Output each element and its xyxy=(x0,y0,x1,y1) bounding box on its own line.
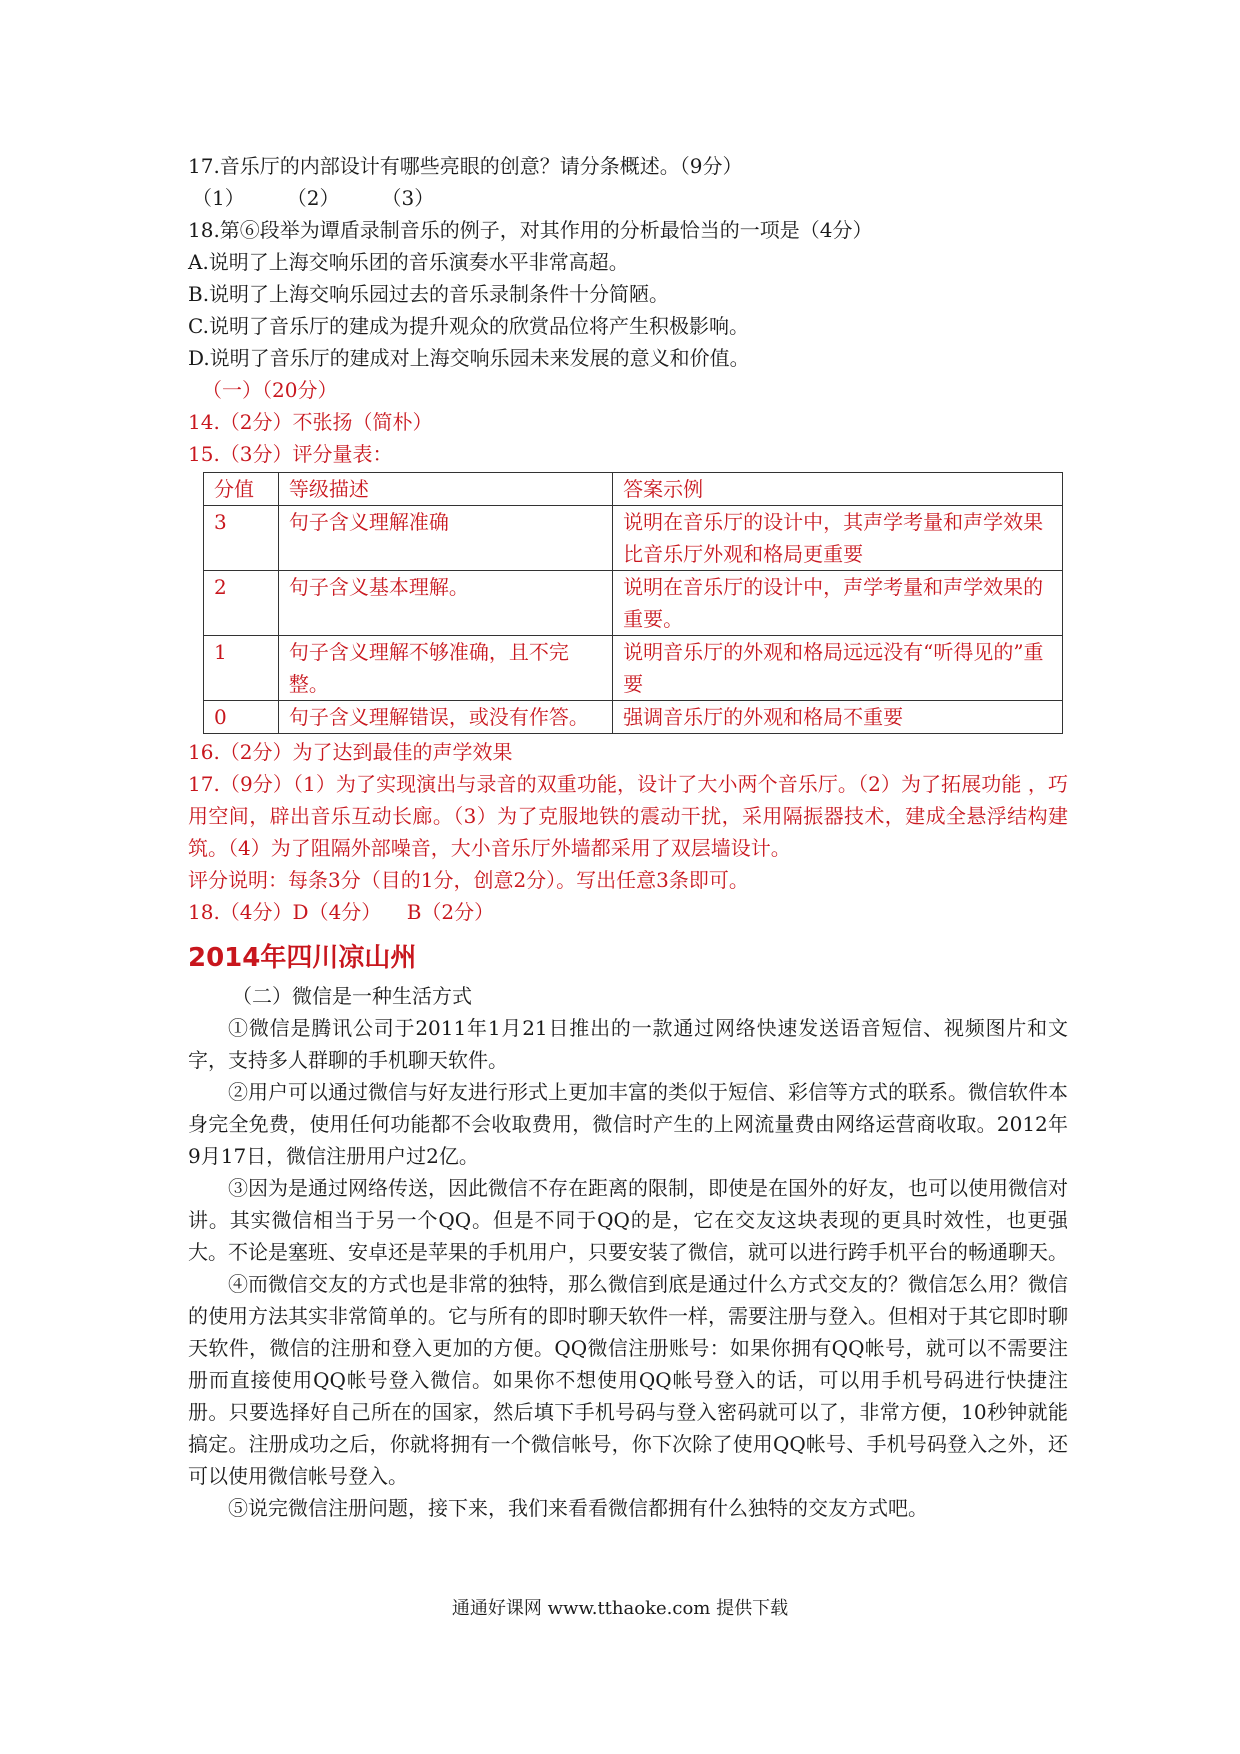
score-cell: 0 xyxy=(204,701,279,734)
slot-2: （2） xyxy=(286,186,340,210)
slot-3: （3） xyxy=(381,186,435,210)
passage-subtitle: （二）微信是一种生活方式 xyxy=(232,984,472,1008)
example-cell: 说明在音乐厅的设计中，声学考量和声学效果的重要。 xyxy=(613,571,1063,636)
question-17-slots xyxy=(188,182,1068,214)
table-row xyxy=(204,701,1063,734)
answer-section-heading: （一）（20分） xyxy=(202,378,338,402)
passage-paragraph-5: ⑤说完微信注册问题，接下来，我们来看看微信都拥有什么独特的交友方式吧。 xyxy=(228,1496,928,1520)
passage-paragraph-3: ③因为是通过网络传送，因此微信不存在距离的限制，即使是在国外的好友，也可以使用微信对讲。其实微信相当于另一个QQ。但是不同于QQ的是，它在交友这块表现的更具时效性，也更强大。不论是塞班、安卓还是苹果的手机用户，只要安装了微信，就可以进行跨手机平台的畅通聊天。 xyxy=(188,1176,1068,1264)
passage-paragraph-2: ②用户可以通过微信与好友进行形式上更加丰富的类似于短信、彩信等方式的联系。微信软件本身完全免费，使用任何功能都不会收取费用，微信时产生的上网流量费由网络运营商收取。2012年9月17日，微信注册用户过2亿。 xyxy=(188,1080,1068,1168)
level-cell: 句子含义理解不够准确，且不完整。 xyxy=(278,636,612,701)
level-cell: 句子含义理解准确 xyxy=(278,506,612,571)
passage-paragraph-1: ①微信是腾讯公司于2011年1月21日推出的一款通过网络快速发送语音短信、视频图片和文字，支持多人群聊的手机聊天软件。 xyxy=(188,1016,1068,1072)
passage-paragraph-4: ④而微信交友的方式也是非常的独特，那么微信到底是通过什么方式交友的？微信怎么用？微信的使用方法其实非常简单的。它与所有的即时聊天软件一样，需要注册与登入。但相对于其它即时聊天软件，微信的注册和登入更加的方便。QQ微信注册账号：如果你拥有QQ帐号，就可以不需要注册而直接使用QQ帐号登入微信。如果你不想使用QQ帐号登入的话，可以用手机号码进行快捷注册。只要选择好自己所在的国家，然后填下手机号码与登入密码就可以了，非常方便，10秒钟就能搞定。注册成功之后，你就将拥有一个微信帐号，你下次除了使用QQ帐号、手机号码登入之外，还可以使用微信帐号登入。 xyxy=(188,1272,1068,1488)
score-cell: 3 xyxy=(204,506,279,571)
header-cell: 等级描述 xyxy=(278,473,612,506)
answer-17: 17.（9分）（1）为了实现演出与录音的双重功能，设计了大小两个音乐厅。（2）为了拓展功能 ，巧用空间，辟出音乐互动长廊。（3）为了克服地铁的震动干扰，采用隔振器技术，建成全悬浮结构建筑。（4）为了阻隔外部噪音，大小音乐厅外墙都采用了双层墙设计。 xyxy=(188,772,1068,860)
level-cell: 句子含义理解错误，或没有作答。 xyxy=(278,701,612,734)
question-18: 18.第⑥段举为谭盾录制音乐的例子，对其作用的分析最恰当的一项是（4分） xyxy=(188,218,873,242)
table-row xyxy=(204,506,1063,571)
page-footer: 通通好课网 www.tthaoke.com 提供下载 xyxy=(451,1598,789,1619)
score-cell: 2 xyxy=(204,571,279,636)
example-cell: 说明音乐厅的外观和格局远远没有“听得见的”重要 xyxy=(613,636,1063,701)
header-cell: 答案示例 xyxy=(613,473,1063,506)
option-d: D.说明了音乐厅的建成对上海交响乐园未来发展的意义和价值。 xyxy=(188,346,750,370)
option-a: A.说明了上海交响乐团的音乐演奏水平非常高超。 xyxy=(188,250,629,274)
scoring-table xyxy=(203,472,1063,734)
table-header-row xyxy=(204,473,1063,506)
score-cell: 1 xyxy=(204,636,279,701)
header-cell: 分值 xyxy=(204,473,279,506)
level-cell: 句子含义基本理解。 xyxy=(278,571,612,636)
table-row xyxy=(204,636,1063,701)
answer-14: 14.（2分）不张扬（简朴） xyxy=(188,410,433,434)
option-b: B.说明了上海交响乐园过去的音乐录制条件十分简陋。 xyxy=(188,282,670,306)
slot-1: （1） xyxy=(192,186,245,210)
answer-15: 15.（3分）评分量表： xyxy=(188,442,393,466)
option-c: C.说明了音乐厅的建成为提升观众的欣赏品位将产生积极影响。 xyxy=(188,314,749,338)
example-cell: 说明在音乐厅的设计中，其声学考量和声学效果比音乐厅外观和格局更重要 xyxy=(613,506,1063,571)
example-cell: 强调音乐厅的外观和格局不重要 xyxy=(613,701,1063,734)
page-content xyxy=(188,150,1068,1524)
answer-18: 18.（4分）D（4分） B（2分） xyxy=(188,900,495,924)
question-17: 17.音乐厅的内部设计有哪些亮眼的创意？请分条概述。（9分） xyxy=(188,154,743,178)
table-row xyxy=(204,571,1063,636)
scoring-note: 评分说明：每条3分（目的1分，创意2分）。写出任意3条即可。 xyxy=(188,868,749,892)
section-title: 2014年四川凉山州 xyxy=(188,943,417,973)
answer-16: 16.（2分）为了达到最佳的声学效果 xyxy=(188,740,513,764)
